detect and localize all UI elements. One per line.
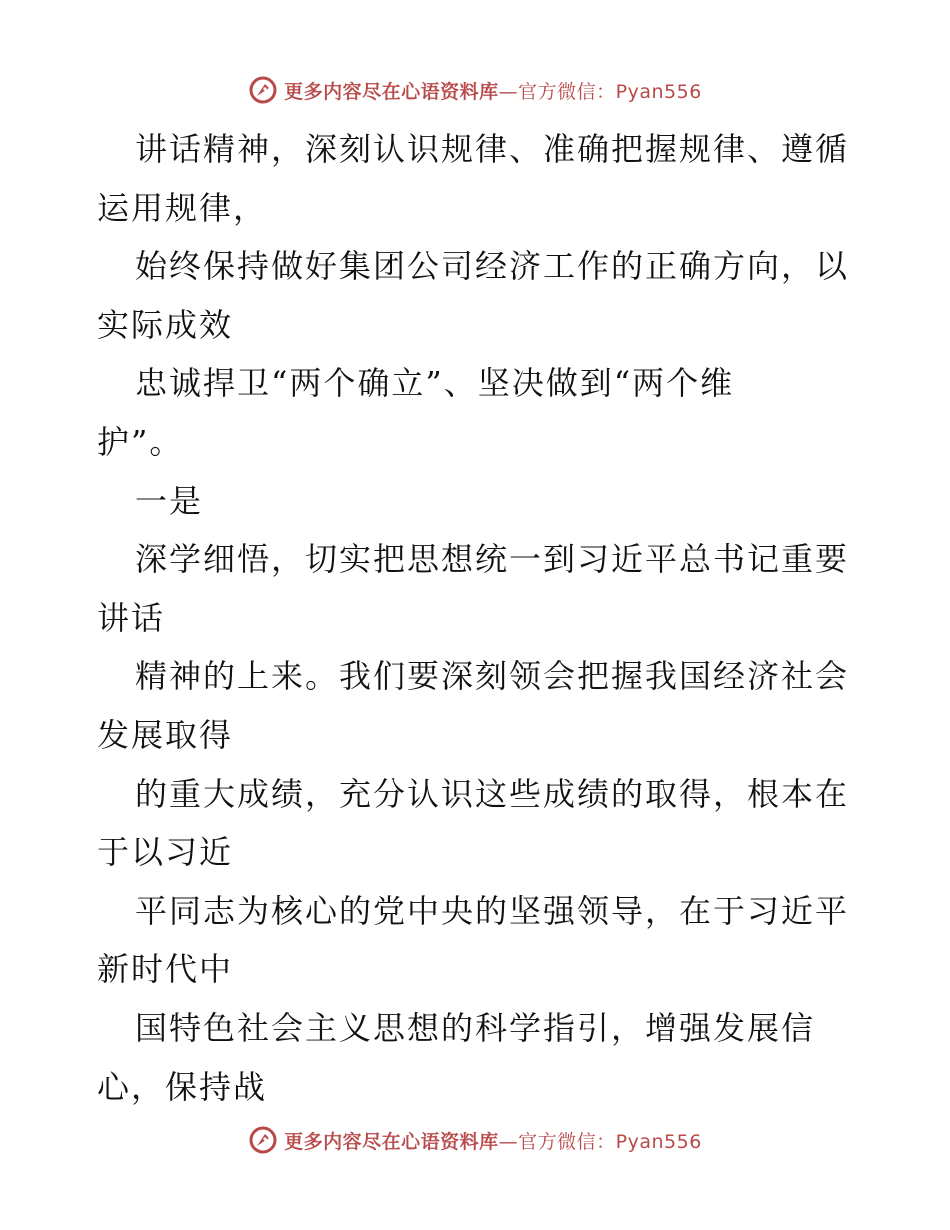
text-line: 始终保持做好集团公司经济工作的正确方向，以	[135, 247, 850, 286]
banner-text	[284, 77, 702, 104]
header-banner	[0, 70, 950, 110]
text-line: 讲话精神，深刻认识规律、准确把握规律、遵循	[135, 130, 850, 168]
document-body	[97, 120, 857, 1116]
text-line: 国特色社会主义思想的科学指引，增强发展信	[135, 1008, 816, 1047]
text-line: 忠诚捍卫“两个确立”、坚决做到“两个维	[135, 364, 735, 403]
banner-main-text: 更多内容尽在心语资料库	[284, 1130, 499, 1153]
pen-nib-circle-icon	[248, 75, 278, 105]
text-line: 实际成效	[97, 305, 234, 344]
text-line: 深学细悟，切实把思想统一到习近平总书记重要	[135, 540, 850, 579]
text-line: 于以习近	[97, 833, 234, 872]
text-line: 新时代中	[97, 950, 234, 989]
banner-dash: —	[498, 80, 519, 103]
text-line: 精神的上来。我们要深刻领会把握我国经济社会	[135, 657, 850, 696]
banner-contact-text: 官方微信：Pyan556	[518, 80, 702, 103]
text-line: 的重大成绩，充分认识这些成绩的取得，根本在	[135, 774, 850, 813]
text-line: 讲话	[97, 598, 166, 637]
banner-main-text: 更多内容尽在心语资料库	[284, 80, 499, 103]
footer-banner	[0, 1120, 950, 1160]
pen-nib-circle-icon	[248, 1125, 278, 1155]
text-line: 运用规律，	[97, 188, 268, 227]
banner-text	[284, 1127, 702, 1154]
banner-dash: —	[498, 1130, 519, 1153]
text-line: 平同志为核心的党中央的坚强领导，在于习近平	[135, 891, 850, 930]
text-line: 一是	[135, 481, 204, 520]
banner-contact-text: 官方微信：Pyan556	[518, 1130, 702, 1153]
text-line: 发展取得	[97, 715, 234, 754]
text-line: 护”。	[97, 422, 184, 461]
text-line: 心，保持战	[97, 1067, 268, 1106]
